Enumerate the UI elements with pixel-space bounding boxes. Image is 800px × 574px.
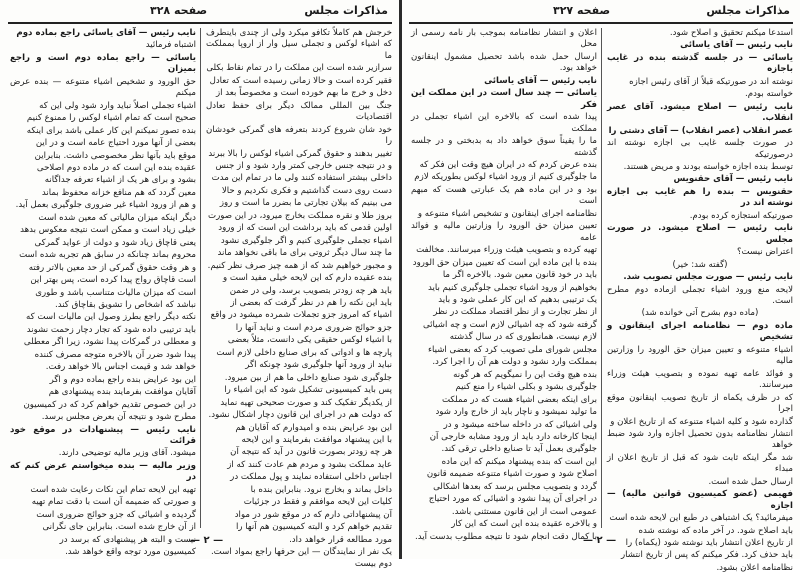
text-line: محروم بماند چنانکه در سابق هم تجربه شده است: [19, 250, 196, 261]
text-line: توسط بنده اجازه خواسته بودند و مریض هستند.: [623, 161, 793, 172]
text-line: و معطلی در گمرکات پیدا نشود، زیرا اگر معطلی: [23, 337, 196, 348]
text-line: یک نفر از نمایندگان — این حرفها راجع بمواد است.: [210, 547, 392, 558]
text-line: پارچه ها و ادواتی که برای صنایع داخلی لازم است: [216, 347, 392, 358]
text-line: این است که بنده پیشنهاد میکنم که این ماده: [441, 456, 597, 467]
text-line: یاسائی — راجع بماده دوم است و راجع بمیزان: [10, 52, 196, 75]
text-line: خیلی زیاد است و ممکن است نتیجه معکوس بدهد: [20, 225, 196, 236]
text-line: ارسال حمل شده است.: [708, 476, 793, 487]
text-line: یاسائی — در جلسه گذشته بنده در غایب باجازه: [607, 52, 793, 75]
text-line: آقایان موافقت بفرمایند بنده پیشنهادی هم: [48, 387, 196, 398]
text-line: از یکدیگر تفکیک کند و صورت صحیحی تهیه نماید: [220, 397, 392, 408]
column-right: [206, 28, 392, 570]
text-line: نکته دیگر راجع بطرز وصول این مالیات است که: [26, 312, 196, 323]
text-line: نوشته اند در صورتیکه قبلاً از آقای رئیس اجازه: [629, 76, 793, 87]
text-line: ماده دوم — نظامنامه اجرای اینقانون و تشخیص: [607, 320, 793, 343]
text-line: بمملکت وارد نشود و دولت هم آن را اجرا کرد.: [432, 357, 597, 368]
text-line: نایب رئیس — آقای یاسائی: [484, 75, 597, 86]
text-line: و بالاخره عقیده بنده این است که این کار: [451, 519, 597, 530]
text-line: بنده عرض کردم که در ایران هیچ وقت این فکر که: [419, 159, 597, 170]
text-line: خود شان شروع کردند بتعرفه های گمرکی خودشان را: [206, 124, 392, 147]
text-line: ما تولید نمیشود و ناچار باید از خارج وارد شود: [435, 407, 597, 418]
text-line: است قاچاق رواج پیدا کرده است، پس بهتر این: [30, 275, 196, 286]
text-line: که دولت هم در اجرای این قانون دچار اشکال نشود.: [208, 410, 392, 421]
text-line: مجلس شورای ملی تصویب کرد که بعضی اشیاء: [427, 344, 597, 355]
text-line: تعیین میزان حق الورود را وزارتین مالیه و فوائد عامه: [411, 221, 597, 243]
text-line: بروز طلا و نقره مملکت بخارج میرود، در این صورت: [208, 210, 392, 221]
text-line: ما چند سال دیگر ثروتی برای ما باقی نخواهد ماند: [217, 248, 392, 259]
text-line: در صورت جلسه غایب بی اجازه نوشته اند درصورتیکه: [607, 138, 793, 160]
text-line: اعلان و انتشار نظامنامه بموجب بار نامه رسمی از محل: [411, 28, 597, 50]
text-line: اصلاح شود و صورت اشیاء متنوعه ضمیمه قانون: [426, 469, 597, 480]
text-line: دخل و خرج ما بهم خورده است و مخصوصاً بعد از: [216, 88, 392, 99]
column-right: [607, 28, 793, 573]
text-line: و هم از ورود اشیاء غیر ضروری جلوگیری بعمل آید.: [15, 200, 196, 211]
text-line: جزو حوائج ضروری مردم است و نباید آنها را: [235, 322, 392, 333]
header-rule: [409, 22, 793, 24]
text-line: داخلی بیشتر استفاده کنند ولی ما در تمام این مدت: [211, 173, 392, 184]
page-328: [0, 0, 398, 570]
text-line: معین گردد که هم منافع خزانه محفوظ بماند: [41, 187, 196, 198]
text-line: جلوگیری بشود و بکلی اشیاء را منع کنیم: [455, 382, 597, 393]
text-line: گذارده شود و کلیه اشیاء متنوعه که از تاریخ اعلان و: [610, 416, 793, 427]
text-line: جلوگیری بعمل آید تا صنایع داخلی ترقی کند.: [441, 444, 597, 455]
page-number: صفحه ۳۲۷: [553, 4, 611, 17]
text-line: میفرمائید؟ یک اشتباهی در طبع این لایحه شده است: [609, 513, 793, 524]
text-line: ارسال حمل شده باشد تحصیل مشمول اینقانون خواهد بود.: [411, 51, 597, 74]
text-line: نایب رئیس — پیشنهادات در موقع خود قرائت: [10, 424, 196, 446]
text-line: عصر انقلاب (عصر انقلاب) — آقای دشتی را: [608, 125, 793, 136]
text-line: اعتراض نیست؟: [736, 247, 793, 258]
text-line: باید اصلاح شود. در آخر ماده که نوشته شده: [638, 525, 793, 536]
text-line: ما جلوگیری کنیم از ورود اشیاء لوکس بطوریکه لازم: [414, 172, 597, 183]
text-line: نایب رئیس — آقای حقنویس: [673, 174, 793, 185]
text-line: نایب رئیس — اصلاح میشود. در صورت مجلس: [607, 223, 793, 245]
text-line: پیدا شود ضرر آن بالاخره متوجه مصرف کننده: [34, 349, 196, 360]
text-line: بنده با این ماده این است که تعیین میزان حق الورود: [412, 257, 597, 268]
text-line: گردیده و اشیائی که جزو حوائج ضروری است: [36, 509, 196, 520]
text-line: یاسائی — چند سال است در این مملکت این فکر: [411, 88, 597, 110]
text-line: مورد مطالعه قرار خواهد داد.: [289, 534, 392, 545]
text-line: تهیه کرده و بتصویب هیئت وزراء میرسانند. مخالفت: [416, 245, 597, 256]
text-line: جنگ بین المللی ممالک دیگر برای حفظ تعادل اقتصادیات: [206, 100, 392, 123]
text-line: باید ترتیبی داده شود که تجار دچار زحمت نشوند: [26, 324, 196, 335]
text-line: که در ظرف یکماه از تاریخ تصویب اینقانون موقع اجرا: [607, 392, 793, 415]
text-line: با اشیاء لوکس حقیقی یکی دانست، مثلاً بعضی: [227, 335, 392, 346]
text-line: (گفته شد: خیر): [672, 259, 728, 270]
text-line: یک ترتیبی بدهیم که این کار عملی شود و باید: [438, 294, 597, 305]
text-line: حق الورود و تشخیص اشیاء متنوعه — بنده عرض میکنم: [10, 76, 196, 99]
column-divider: [601, 28, 602, 528]
text-line: کمیسیون مورد توجه واقع خواهد شد.: [65, 547, 196, 558]
text-line: خرجش هم کاملاً تکافو میکرد ولی از چندی باینطرف که اشیاء لوکس و تجملی سیل وار از اروپا بمملکت ما: [206, 28, 392, 61]
text-line: (ماده دوم بشرح آتی خوانده شد): [641, 308, 759, 319]
text-line: ولی اشیائی که در داخله ساخته میشود و در: [443, 419, 597, 430]
text-line: نباید از ورود آنها جلوگیری شود چونکه اگر: [245, 360, 392, 371]
text-line: نایب رئیس — آقای یاسائی: [680, 40, 793, 51]
text-line: با این پیشنهاد موافقت بفرمایند و این لایحه: [241, 434, 392, 445]
text-line: شد مگر اینکه ثابت شود که قبل از تاریخ اعلان از مبداء: [607, 452, 793, 475]
text-line: از آن خارج شده است. بنابراین جای نگرانی: [42, 522, 196, 533]
text-line: پیدا شده است که بالاخره این اشیاء تجملی در مملکت: [411, 112, 597, 134]
text-line: آن پیشنهاداتی دارم که در موقع شور در مواد: [234, 509, 392, 520]
text-line: مطرح شود و نتیجه آن بعرض مجلس برسد.: [41, 412, 196, 423]
text-line: اولین قدمی که باید برداشت این است که از ورود: [218, 223, 392, 234]
text-line: فهیمی (عضو کمیسیون قوانین مالیه) — اجازه: [607, 489, 793, 511]
page-number: صفحه ۳۲۸: [150, 4, 208, 17]
text-line: حقنویس — بنده را هم غایب بی اجازه نوشته اند در: [607, 186, 793, 209]
text-line: عاید مملکت بشود و مردم هم عادت کنند که از: [227, 459, 392, 470]
text-line: میشود. آقای وزیر مالیه توضیحی دارند.: [58, 448, 196, 459]
text-line: جلوگیری شود صنایع داخلی ما هم از بین میرود.: [224, 372, 392, 383]
text-line: بخواهیم از ورود اشیاء تجملی جلوگیری کنیم باید: [428, 282, 597, 293]
text-line: نایب رئیس — صورت مجلس تصویب شد.: [623, 272, 793, 283]
text-line: دوم بیست: [354, 559, 392, 570]
text-line: با کمال دقت انجام شود تا نتیجه مطلوب بدست آید.: [415, 531, 597, 542]
text-line: و هر وقت حقوق گمرکی از حد معین بالاتر رفته: [28, 262, 196, 273]
column-left: [411, 28, 597, 542]
text-line: اجناس داخلی استفاده نمایند و پول مملکت در: [230, 472, 392, 483]
text-line: تقدیم خواهم کرد و البته کمیسیون هم آنها را: [235, 522, 392, 533]
text-line: گردد و بتصویب مجلس برسد که بعدها اشکالی: [433, 481, 597, 492]
text-line: بشود و برای هر یک از اشیاء تعرفه جداگانه: [44, 175, 196, 186]
text-line: موقع باید بآنها نظر مخصوصی داشت. بنابراین: [34, 150, 196, 161]
page-gutter: [399, 0, 402, 559]
text-line: بعضی از آنها مورد احتیاج عامه است و در این: [35, 138, 196, 149]
text-line: باید حذف کرد. فکر میکنم که پس از تاریخ انتشار: [621, 550, 793, 561]
text-line: عقیده بنده این است که در ماده دوم اصلاحی: [36, 162, 196, 173]
page-header-title: مذاکرات مجلس: [706, 4, 790, 17]
text-line: صورتیکه استجازه کرده بودم.: [689, 210, 793, 221]
text-line: اشتباه فرمائید: [145, 40, 196, 51]
header-rule: [8, 22, 392, 24]
text-line: تهیه این لایحه تمام این نکات رعایت شده است: [30, 484, 196, 495]
text-line: بنده هیچ وقت این را نمیگویم که هر گونه: [453, 369, 597, 380]
text-line: گرفته شود که چه اشیائی لازم است و چه اشیائی: [423, 319, 597, 330]
text-line: تغییر بدهند و حقوق گمرکی اشیاء لوکس را بالا ببرند: [208, 148, 392, 159]
text-line: از نظر تجارت و از نظر اقتصاد مملکت در نظر: [433, 307, 597, 318]
text-line: نباشد که اشخاص را تشویق بقاچاق کند.: [54, 299, 196, 310]
text-line: است که میزان مالیات متناسب باشد و طوری: [35, 287, 196, 298]
text-line: بود و در این ماده هم یک عبارتی هست که مبهم است: [411, 184, 597, 207]
text-line: باید این نکته را هم در نظر گرفت که بعضی از: [230, 297, 392, 308]
text-line: صحیح است که تمام اشیاء لوکس را ممنوع کنیم: [26, 113, 196, 124]
text-line: در اجرای آن پیدا نشود و اشیائی که مورد احتیاج: [428, 494, 597, 505]
text-line: لایحه منع ورود اشیاء تجملی ازماده دوم مطرح است.: [607, 284, 793, 306]
text-line: بنده تصور نمیکنم این کار عملی باشد برای اینکه: [26, 125, 196, 136]
text-line: این بود عرایض بنده راجع بماده دوم و اگر: [49, 374, 196, 385]
text-line: داخل بماند و بخارج نرود. بنابراین بنده با: [250, 484, 392, 495]
text-line: ما را یقیناً سوق خواهد داد به بدبختی و در جلسه گذشته: [411, 136, 597, 158]
text-line: این بود عرایض بنده و امیدوارم که آقایان هم: [235, 422, 392, 433]
text-line: اشیاء تجملی جلوگیری کنیم و اگر جلوگیری نشود: [220, 235, 392, 246]
text-line: خواسته بودم.: [745, 89, 793, 100]
text-line: اشیاء متنوعه و تعیین میزان حق الورود را وزارتین مالیه: [607, 344, 793, 367]
page-header-title: مذاکرات مجلس: [304, 4, 388, 17]
text-line: و صورتی که ضمیمه آن است با دقت تمام تهیه: [31, 497, 196, 508]
column-left: [10, 28, 196, 558]
text-line: انتشار نظامنامه بدون تحصیل اجازه وارد شود ضبط خواهد: [607, 428, 793, 451]
text-line: نظامنامه اجرای اینقانون و تشخیص اشیاء متنوعه و: [417, 208, 597, 219]
text-line: استدعا میکنم تحقیق و اصلاح شود.: [669, 28, 793, 38]
page-footer: — ۲ —: [190, 535, 224, 546]
text-line: اشیاء که امروز جزو تجملات شمرده میشود در واقع: [210, 310, 392, 321]
text-line: بنده عقیده دارم که این لایحه خیلی مفید است و: [223, 273, 392, 284]
text-line: نظامنامه اعلان بشود.: [716, 562, 793, 573]
text-line: باید در خود قانون معین شود. بالاخره اگر ما: [442, 270, 597, 281]
text-line: نیست و البته هر پیشنهادی که برسد در: [59, 534, 196, 545]
text-line: نایب رئیس — آقای یاسائی راجع بماده دوم: [16, 28, 196, 38]
text-line: و مجبور خواهیم شد که از همه چیز صرف نظر کنیم.: [207, 260, 392, 271]
text-line: در این خصوص تقدیم خواهم کرد که در کمیسیون: [23, 399, 196, 410]
text-line: اشیاء تجملی اصلاً نباید وارد شود ولی این که: [39, 100, 196, 111]
text-line: باید هر چه زودتر بتصویب برسد، ولی در ضمن: [229, 285, 392, 296]
page-footer: — ۲ —: [583, 535, 617, 546]
text-line: عمومی است از این قانون مستثنی باشد.: [451, 506, 597, 517]
text-line: پس باید کمیسیونی تشکیل شود که این اشیاء را: [224, 385, 392, 396]
text-line: فقیر کرده است و حالا زمانی رسیده است که تعادل: [209, 75, 392, 86]
text-line: خواهد شد و قیمت اجناس بالا خواهد رفت.: [45, 362, 196, 373]
column-divider: [200, 28, 201, 528]
text-line: کلیات این لایحه موافقم و فقط در جزئیات: [243, 497, 392, 508]
text-line: می بینیم که بیلان تجارتی ما بضرر ما است و روز: [219, 198, 392, 209]
text-line: یعنی قاچاق زیاد شود و دولت از عواید گمرکی: [34, 237, 196, 248]
text-line: و در نتیجه جنس خارجی کمتر وارد شود و از جنس: [215, 160, 392, 171]
text-line: لازم نیست، همانطوری که در سال گذشته: [449, 332, 597, 343]
text-line: هر چه زودتر بصورت قانون در آید که نتیجه آن: [230, 447, 392, 458]
text-line: نایب رئیس — اصلاح میشود. آقای عصر انقلاب.: [607, 101, 793, 124]
text-line: برای اینکه بعضی اشیاء هست که در مملکت: [441, 394, 597, 405]
page-327: [403, 0, 800, 573]
text-line: دیگر اینکه میزان مالیاتی که معین شده است: [38, 212, 196, 223]
text-line: از تاریخ اعلان انتشار باید نوشته شود (یکماه) را: [625, 538, 793, 549]
text-line: دست روی دست گذاشتیم و فکری نکردیم و حالا: [221, 185, 392, 196]
text-line: اینجا کارخانه دارد باید از ورود مشابه خارجی آن: [429, 431, 597, 442]
text-line: و فوائد عامه تهیه نموده و بتصویب هیئت وزراء میرسانند.: [607, 368, 793, 391]
text-line: وزیر مالیه — بنده میخواستم عرض کنم که در: [10, 460, 196, 483]
text-line: سرازیر شده است این مملکت را در تمام نقاط بکلی: [206, 63, 392, 74]
